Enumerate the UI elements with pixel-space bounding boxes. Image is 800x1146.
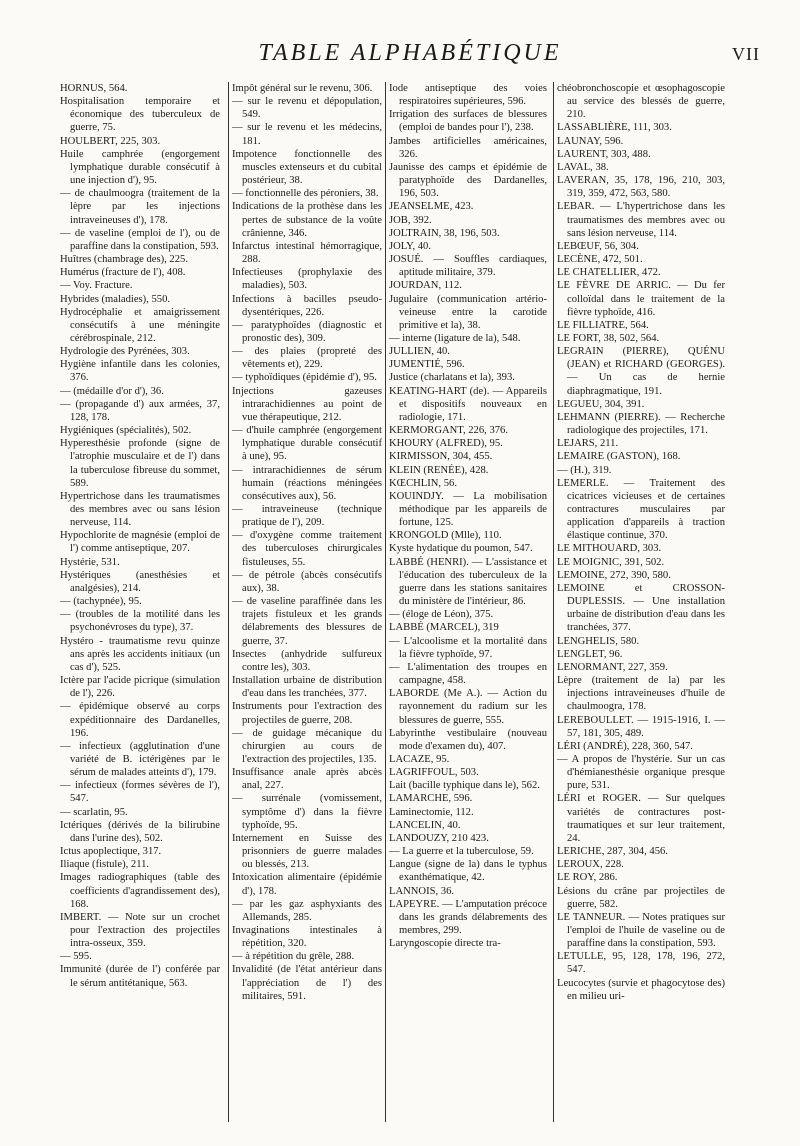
index-entry: Ictériques (dérivés de la bilirubine dans l'urine des), 502. [60, 819, 220, 844]
index-entry: Insectes (anhydride sulfureux contre les), 303. [232, 648, 382, 673]
index-entry: Humérus (fracture de l'), 408. [60, 267, 186, 279]
index-entry: LABBÉ (HENRI). — L'assistance et l'éducation des tuberculeux de la guerre dans les stations sanitaires du ministère de l'intérieur, 86. [389, 556, 547, 608]
index-entry: LACAZE, 95. [389, 753, 450, 765]
index-entry: LEGRAIN (PIERRE), QUÉNU (JEAN) et RICHARD (GEORGES). — Un cas de hernie diaphragmatique, 191. [557, 346, 725, 397]
index-entry: — (propagande d') aux armées, 37, 128, 178. [60, 398, 220, 423]
index-entry: Infections à bacilles pseudo-dysentériques, 226. [232, 293, 382, 318]
index-entry: — typhoïdiques (épidémie d'), 95. [232, 372, 377, 384]
index-entry: Hypochlorite de magnésie (emploi de l') comme antiseptique, 207. [60, 530, 220, 555]
index-entry: — (médaille d'or d'), 36. [60, 385, 164, 397]
index-entry: LE FÈVRE DE ARRIC. — Du fer colloïdal dans le traitement de la fièvre typhoïde, 416. [557, 280, 725, 318]
index-entry: LE MOIGNIC, 391, 502. [557, 556, 665, 568]
index-entry: — fonctionnelle des péroniers, 38. [232, 188, 379, 200]
index-entry: LEHMANN (PIERRE). — Recherche radiologique des projectiles, 171. [557, 411, 725, 437]
index-entry: Ictère par l'acide picrique (simulation de l'), 226. [60, 675, 220, 700]
index-entry: LAVERAN, 35, 178, 196, 210, 303, 319, 359, 472, 563, 580. [557, 175, 725, 200]
index-entry: Instruments pour l'extraction des projectiles de guerre, 208. [232, 701, 382, 726]
index-entry: — de vaseline paraffinée dans les trajets fistuleux et les grands délabrements des blessures de guerre, 37. [232, 596, 382, 647]
index-entry: LAURENT, 303, 488. [557, 148, 651, 160]
index-entry: Hypertrichose dans les traumatismes des membres avec ou sans lésion nerveuse, 114. [60, 490, 220, 529]
index-entry: Kyste hydatique du poumon, 547. [389, 543, 533, 555]
index-entry: LE MITHOUARD, 303. [557, 543, 662, 555]
index-entry: Lait (bacille typhique dans le), 562. [389, 780, 540, 792]
index-entry: LEGUEU, 304, 391. [557, 398, 645, 410]
index-entry: LANNOIS, 36. [389, 885, 455, 897]
index-entry: Hystérie, 531. [60, 556, 120, 568]
index-entry: LÉRI et ROGER. — Sur quelques variétés de contractures post-traumatiques et sur leur traitement, 24. [557, 793, 725, 844]
column-divider [553, 82, 554, 1122]
index-entry: Immunité (durée de l') conférée par le sérum antitétanique, 563. [60, 964, 220, 989]
index-entry: Ictus apoplectique, 317. [60, 846, 162, 858]
index-entry: Labyrinthe vestibulaire (nouveau mode d'examen du), 407. [389, 727, 547, 752]
index-entry: — paratyphoïdes (diagnostic et pronostic des), 309. [232, 319, 382, 344]
index-entry: LANDOUZY, 210 423. [389, 832, 489, 844]
index-entry: — sur le revenu et dépopulation, 549. [232, 96, 382, 121]
index-entry: Laryngoscopie directe tra- [389, 938, 501, 950]
index-entry: — surrénale (vomissement, symptôme d') dans la fièvre typhoïde, 95. [232, 793, 382, 831]
index-entry: Leucocytes (survie et phagocytose des) en milieu uri- [557, 977, 725, 1002]
index-entry: LEMOINE et CROSSON-DUPLESSIS. — Une installation urbaine de distribution d'eau dans les tranchées, 377. [557, 582, 725, 634]
index-entry: Laminectomie, 112. [389, 806, 474, 818]
index-entry: — de chaulmoogra (traitement de la lèpre par les injections intraveineuses d'), 178. [60, 188, 220, 226]
index-entry: Infectieuses (prophylaxie des maladies), 503. [232, 267, 382, 292]
index-entry: Hygiène infantile dans les colonies, 376. [60, 359, 220, 384]
index-entry: KERMORGANT, 226, 376. [389, 425, 508, 437]
index-entry: LAUNAY, 596. [557, 135, 624, 147]
index-entry: — par les gaz asphyxiants des Allemands, 285. [232, 898, 382, 923]
index-entry: — (H.), 319. [557, 464, 612, 476]
index-entry: JEANSELME, 423. [389, 201, 474, 213]
index-entry: Jugulaire (communication artério-veineuse entre la carotide primitive et la), 38. [389, 293, 547, 331]
index-entry: LENORMANT, 227, 359. [557, 661, 668, 673]
index-entry: — interne (ligature de la), 548. [389, 332, 521, 344]
index-entry: Injections gazeuses intrarachidiennes au point de vue thérapeutique, 212. [232, 385, 382, 423]
index-entry: LABBÉ (MARCEL), 319 [389, 622, 499, 634]
index-entry: — sur le revenu et les médecins, 181. [232, 122, 382, 147]
index-entry: LE FORT, 38, 502, 564. [557, 332, 660, 344]
index-entry: Impôt général sur le revenu, 306. [232, 83, 373, 94]
index-entry: LASSABLIÈRE, 111, 303. [557, 122, 672, 134]
index-entry: Iliaque (fistule), 211. [60, 859, 150, 871]
index-entry: Iode antiseptique des voies respiratoires supérieures, 596. [389, 83, 547, 108]
index-entry: Lésions du crâne par projectiles de guerre, 582. [557, 885, 725, 910]
index-entry: — L'alimentation des troupes en campagne, 458. [389, 661, 547, 687]
index-entry: — des plaies (propreté des vêtements et), 229. [232, 346, 382, 371]
index-entry: Insuffisance anale après abcès anal, 227. [232, 767, 382, 792]
index-entry: — de pétrole (abcès consécutifs aux), 38. [232, 569, 382, 594]
column-divider [385, 82, 386, 1122]
index-entry: Internement en Suisse des prisonniers de guerre malades ou blessés, 213. [232, 832, 382, 871]
index-entry: — intraveineuse (technique pratique de l'), 209. [232, 504, 382, 529]
index-entry: Hystériques (anesthésies et analgésies), 214. [60, 569, 220, 594]
index-entry: JULLIEN, 40. [389, 346, 450, 358]
index-entry: LECÈNE, 472, 501. [557, 254, 643, 266]
index-entry: chéobronchoscopie et œsophagoscopie au service des blessés de guerre, 210. [557, 83, 725, 121]
index-entry: Huîtres (chambrage des), 225. [60, 254, 188, 266]
index-entry: IMBERT. — Note sur un crochet pour l'extraction des projectiles intra-osseux, 359. [60, 911, 220, 950]
index-entry: LANCELIN, 40. [389, 819, 461, 831]
index-entry: LEROUX, 228. [557, 859, 624, 871]
index-entry: — intrarachidiennes de sérum humain (réactions méningées consécutives aux), 56. [232, 464, 382, 502]
index-entry: JOLY, 40. [389, 240, 432, 252]
index-entry: LÉRI (ANDRÉ), 228, 360, 547. [557, 740, 693, 752]
index-entry: LABORDE (Me A.). — Action du rayonnement du radium sur les blessures de guerre, 555. [389, 688, 547, 726]
index-entry: LAMARCHE, 596. [389, 793, 473, 805]
index-entry: Hyperesthésie profonde (signe de l'atrophie musculaire et de l') dans la tuberculose fibreuse du sommet, 589. [60, 438, 220, 489]
index-entry: JUMENTIÉ, 596. [389, 359, 465, 371]
page-header [60, 40, 760, 76]
index-entry: Irrigation des surfaces de blessures (emploi de bandes pour l'), 238. [389, 109, 547, 134]
index-entry: — A propos de l'hystérie. Sur un cas d'hémianesthésie organique presque pure, 531. [557, 753, 725, 792]
index-entry: LEMAIRE (GASTON), 168. [557, 451, 681, 463]
index-entry: LEBŒUF, 56, 304. [557, 240, 639, 252]
index-entry: LEMOINE, 272, 390, 580. [557, 569, 671, 581]
index-entry: — (éloge de Léon), 375. [389, 609, 494, 621]
column-divider [228, 82, 229, 1122]
index-entry: LE CHATELLIER, 472. [557, 267, 661, 279]
index-entry: JOLTRAIN, 38, 196, 503. [389, 227, 500, 239]
index-column-1 [60, 82, 220, 990]
index-entry: LE TANNEUR. — Notes pratiques sur l'emploi de l'huile de vaseline ou de paraffine dans la constipation, 593. [557, 911, 725, 950]
index-entry: Jambes artificielles américaines, 326. [389, 135, 547, 160]
index-entry: Installation urbaine de distribution d'eau dans les tranchées, 377. [232, 675, 382, 700]
index-entry: LEREBOULLET. — 1915-1916, I. — 57, 181, 305, 489. [557, 714, 725, 739]
index-entry: Invaginations intestinales à répétition, 320. [232, 925, 382, 950]
index-entry: Indications de la prothèse dans les pertes de substance de la voûte crânienne, 346. [232, 201, 382, 239]
index-entry: KRONGOLD (Mlle), 110. [389, 530, 502, 542]
running-title: TABLE ALPHABÉTIQUE [258, 40, 562, 66]
index-entry: LEBAR. — L'hypertrichose dans les traumatismes des membres avec ou sans lésion nerveuse, 114. [557, 201, 725, 239]
index-entry: Huile camphrée (engorgement lymphatique durable consécutif à une injection d'), 95. [60, 148, 220, 187]
index-entry: — (troubles de la motilité dans les psychonévroses du type), 37. [60, 609, 220, 634]
index-entry: LE ROY, 286. [557, 872, 618, 884]
index-entry: LENGLET, 96. [557, 648, 623, 660]
index-entry: — épidémique observé au corps expéditionnaire des Dardanelles, 196. [60, 701, 220, 739]
index-entry: JOURDAN, 112. [389, 280, 462, 292]
index-entry: HORNUS, 564. [60, 83, 128, 94]
index-entry: Hybrides (maladies), 550. [60, 293, 171, 305]
index-entry: — d'oxygène comme traitement des tuberculoses chirurgicales fistuleuses, 55. [232, 530, 382, 568]
index-entry: Intoxication alimentaire (épidémie d'), 178. [232, 872, 382, 897]
page-number: VII [732, 44, 760, 64]
index-entry: Infarctus intestinal hémorragique, 288. [232, 240, 382, 266]
index-entry: KŒCHLIN, 56. [389, 477, 457, 489]
index-entry: LE FILLIATRE, 564. [557, 319, 649, 331]
index-entry: — L'alcoolisme et la mortalité dans la fièvre typhoïde, 97. [389, 635, 547, 660]
index-entry: JOB, 392. [389, 214, 432, 226]
index-entry: Lèpre (traitement de la) par les injections intraveineuses d'huile de chaulmoogra, 178. [557, 675, 725, 713]
index-entry: Impotence fonctionnelle des muscles extenseurs et du cubital postérieur, 38. [232, 148, 382, 187]
index-entry: Invalidité (de l'état antérieur dans l'appréciation de l') des militaires, 591. [232, 964, 382, 1002]
index-entry: — 595. [60, 951, 92, 963]
index-entry: LEJARS, 211. [557, 438, 619, 450]
index-entry: — de vaseline (emploi de l'), ou de paraffine dans la constipation, 593. [60, 227, 220, 252]
index-entry: LENGHELIS, 580. [557, 635, 640, 647]
index-entry: LAGRIFFOUL, 503. [389, 767, 479, 779]
index-entry: LAPEYRE. — L'amputation précoce dans les grands délabrements des membres, 299. [389, 898, 547, 936]
index-entry: Images radiographiques (table des coefficients d'agrandissement des), 168. [60, 872, 220, 910]
index-entry: — de guidage mécanique du chirurgien au cours de l'extraction des projectiles, 135. [232, 727, 382, 765]
index-entry: LETULLE, 95, 128, 178, 196, 272, 547. [557, 951, 725, 976]
index-entry: LEMERLE. — Traitement des cicatrices vicieuses et de certaines contractures musculaires par application d'appareils à traction élastique continue, 370. [557, 477, 725, 542]
index-entry: — d'huile camphrée (engorgement lymphatique durable consécutif à une), 95. [232, 425, 382, 463]
index-entry: KLEIN (RENÉE), 428. [389, 464, 489, 476]
index-entry: KEATING-HART (de). — Appareils et dispositifs nouveaux en radiologie, 171. [389, 385, 547, 423]
index-entry: — Voy. Fracture. [60, 280, 133, 292]
index-entry: — (tachypnée), 95. [60, 596, 142, 608]
index-entry: KIRMISSON, 304, 455. [389, 451, 493, 463]
index-entry: KOUINDJY. — La mobilisation méthodique par les appareils de fortune, 125. [389, 490, 547, 529]
index-entry: — La guerre et la tuberculose, 59. [389, 846, 534, 858]
index-entry: KHOURY (ALFRED), 95. [389, 438, 503, 450]
index-entry: Langue (signe de la) dans le typhus exanthématique, 42. [389, 859, 547, 884]
index-entry: Hydrologie des Pyrénées, 303. [60, 346, 190, 358]
index-entry: JOSUÉ. — Souffles cardiaques, aptitude militaire, 379. [389, 254, 547, 279]
index-column-4 [557, 82, 725, 1003]
index-entry: — à répétition du grêle, 288. [232, 951, 355, 963]
index-entry: HOULBERT, 225, 303. [60, 135, 161, 147]
index-entry: Hospitalisation temporaire et économique des tuberculeux de guerre, 75. [60, 96, 220, 134]
index-entry: LERICHE, 287, 304, 456. [557, 846, 668, 858]
index-column-2 [232, 82, 382, 1003]
index-column-3 [389, 82, 547, 950]
index-entry: Jaunisse des camps et épidémie de paratyphoïde des Dardanelles, 196, 503. [389, 161, 547, 200]
index-entry: Hystéro - traumatisme revu quinze ans après les accidents initiaux (un cas d'), 525. [60, 635, 220, 673]
index-entry: Hydrocéphalie et amaigrissement consécutifs à une méningite cérébrospinale, 212. [60, 306, 220, 344]
index-entry: LAVAL, 38. [557, 161, 609, 173]
index-entry: — infectieux (agglutination d'une variété de B. ictérigènes par le sérum de malades atteints d'), 179. [60, 740, 220, 779]
index-entry: — infectieux (formes sévères de l'), 547. [60, 780, 220, 805]
index-entry: Justice (charlatans et la), 393. [389, 372, 515, 384]
index-entry: Hygiéniques (spécialités), 502. [60, 425, 192, 437]
index-entry: — scarlatin, 95. [60, 806, 128, 818]
